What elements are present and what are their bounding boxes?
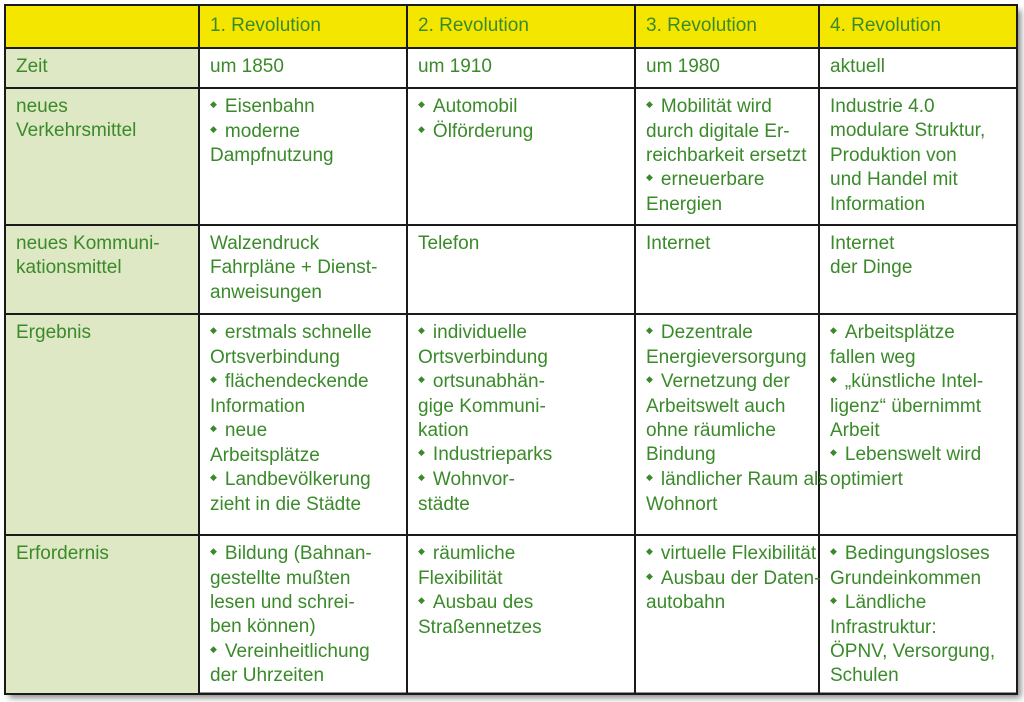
cell-revolution-2 xyxy=(407,314,635,535)
revolution-comparison-table xyxy=(4,4,1018,695)
cell-text-line: optimiert xyxy=(830,469,903,491)
bullet-item: ◆ Landbevölkerung xyxy=(210,468,398,493)
cell-text-line: Straßennetzes xyxy=(418,616,542,638)
cell-revolution-1 xyxy=(199,88,407,225)
cell-text-line: Information xyxy=(830,193,926,215)
cell-text-line: Energieversorgung xyxy=(646,346,807,368)
cell-text-line: Ortsverbindung xyxy=(210,346,340,368)
cell-text-line: Arbeitswelt auch xyxy=(646,395,786,417)
cell-revolution-4 xyxy=(819,48,1017,88)
cell-revolution-3 xyxy=(635,535,819,694)
cell-text-line: aktuell xyxy=(830,56,885,77)
bullet-item: ◆ erneuerbare xyxy=(646,168,810,193)
cell-text-line: Fahrpläne + Dienst- xyxy=(210,257,378,279)
row-ergebnis xyxy=(5,314,1017,535)
cell-text-line: der Uhrzeiten xyxy=(210,665,325,687)
row-label-text: neues xyxy=(16,96,68,117)
cell-text-line: ben können) xyxy=(210,616,316,638)
cell-revolution-3 xyxy=(635,88,819,225)
cell-text-line: Bindung xyxy=(646,444,716,466)
bullet-item: ◆ flächendeckende xyxy=(210,370,398,395)
cell-text-line: Internet xyxy=(646,233,711,254)
row-label-text: neues Kommuni- xyxy=(16,233,160,254)
cell-revolution-2 xyxy=(407,225,635,314)
bullet-item: ◆ virtuelle Flexibilität xyxy=(646,542,810,567)
bullet-item: ◆ Ausbau des xyxy=(418,591,626,616)
cell-text-line: Flexibilität xyxy=(418,567,503,589)
cell-revolution-2 xyxy=(407,88,635,225)
cell-text-line: Wohnort xyxy=(646,493,718,515)
bullet-item: ◆ Mobilität wird xyxy=(646,95,810,120)
cell-text-line: zieht in die Städte xyxy=(210,493,362,515)
cell-revolution-3 xyxy=(635,314,828,535)
header-corner-cell xyxy=(5,5,199,48)
cell-text-line: lesen und schrei- xyxy=(210,592,355,614)
row-label-cell xyxy=(5,88,199,225)
bullet-item: ◆ Vernetzung der xyxy=(646,370,810,395)
bullet-item: ◆ Bedingungsloses xyxy=(830,542,1008,567)
revolution-table-frame xyxy=(4,4,1016,692)
bullet-item: ◆ „künstliche Intel- xyxy=(830,370,1008,395)
header-revolution-2: 2. Revolution xyxy=(407,5,635,48)
cell-text-line: reichbarkeit ersetzt xyxy=(646,145,807,167)
row-kommunikationsmittel xyxy=(5,225,1017,314)
cell-revolution-1 xyxy=(199,314,407,535)
cell-text-line: Schulen xyxy=(830,665,899,687)
row-label-text: Erfordernis xyxy=(16,543,109,564)
cell-text-line: Industrie 4.0 xyxy=(830,96,935,117)
cell-text-line: durch digitale Er- xyxy=(646,120,790,142)
cell-revolution-3 xyxy=(635,48,819,88)
cell-text-line: Walzendruck xyxy=(210,233,320,254)
cell-revolution-1 xyxy=(199,225,407,314)
cell-text-line: Infrastruktur: xyxy=(830,616,937,638)
cell-text-line: ÖPNV, Versorgung, xyxy=(830,641,996,663)
cell-text-line: Internet xyxy=(830,233,895,254)
header-revolution-3: 3. Revolution xyxy=(635,5,819,48)
cell-text-line: Arbeit xyxy=(830,420,880,442)
header-row xyxy=(5,5,1017,48)
cell-text-line: und Handel mit xyxy=(830,169,958,191)
row-label-cell xyxy=(5,225,199,314)
bullet-item: ◆ Bildung (Bahnan- xyxy=(210,542,398,567)
cell-text-line: Grundeinkommen xyxy=(830,567,982,589)
cell-text-line: der Dinge xyxy=(830,257,913,279)
cell-text-line: gige Kommuni- xyxy=(418,395,546,417)
row-label-cell xyxy=(5,48,199,88)
bullet-item: ◆ individuelle xyxy=(418,321,626,346)
cell-text-line: fallen weg xyxy=(830,346,916,368)
cell-revolution-2 xyxy=(407,48,635,88)
bullet-item: ◆ Arbeitsplätze xyxy=(830,321,1008,346)
bullet-item: ◆ Wohnvor- xyxy=(418,468,626,493)
bullet-item: ◆ neue xyxy=(210,419,398,444)
header-revolution-1: 1. Revolution xyxy=(199,5,407,48)
row-label-cell xyxy=(5,314,199,535)
row-label-text: kationsmittel xyxy=(16,257,122,279)
cell-text-line: gestellte mußten xyxy=(210,567,351,589)
cell-revolution-4 xyxy=(819,314,1017,535)
cell-text-line: Arbeitsplätze xyxy=(210,444,320,466)
cell-text-line: um 1850 xyxy=(210,56,284,77)
cell-text-line: autobahn xyxy=(646,592,726,614)
cell-text-line: anweisungen xyxy=(210,281,322,303)
cell-revolution-2 xyxy=(407,535,635,694)
row-label-text: Verkehrsmittel xyxy=(16,120,137,142)
row-erfordernis xyxy=(5,535,1017,694)
cell-text-line: kation xyxy=(418,420,469,442)
bullet-item: ◆ ortsunabhän- xyxy=(418,370,626,395)
cell-revolution-1 xyxy=(199,535,407,694)
cell-text-line: Information xyxy=(210,395,306,417)
bullet-item: ◆ Dezentrale xyxy=(646,321,810,346)
row-zeit xyxy=(5,48,1017,88)
bullet-item: ◆ moderne xyxy=(210,120,398,145)
bullet-item: ◆ Vereinheitlichung xyxy=(210,640,398,665)
cell-text-line: um 1910 xyxy=(418,56,492,77)
cell-text-line: Produktion von xyxy=(830,144,957,166)
cell-text-line: Telefon xyxy=(418,233,480,254)
header-revolution-4: 4. Revolution xyxy=(819,5,1017,48)
cell-revolution-4 xyxy=(819,535,1017,694)
bullet-item: ◆ Industrieparks xyxy=(418,443,626,468)
row-label-text: Zeit xyxy=(16,56,48,77)
cell-text-line: modulare Struktur, xyxy=(830,120,986,142)
bullet-item: ◆ Ländliche xyxy=(830,591,1008,616)
cell-text-line: um 1980 xyxy=(646,56,720,77)
bullet-item: ◆ Ausbau der Daten- xyxy=(646,567,810,592)
row-label-text: Ergebnis xyxy=(16,322,91,343)
row-label-cell xyxy=(5,535,199,694)
cell-text-line: ohne räumliche xyxy=(646,420,776,442)
bullet-item: ◆ Eisenbahn xyxy=(210,95,398,120)
cell-text-line: ligenz“ übernimmt xyxy=(830,395,981,417)
cell-text-line: Dampfnutzung xyxy=(210,145,334,167)
row-verkehrsmittel xyxy=(5,88,1017,225)
bullet-item: ◆ räumliche xyxy=(418,542,626,567)
cell-revolution-4 xyxy=(819,88,1017,225)
bullet-item: ◆ Ölförderung xyxy=(418,120,626,145)
cell-text-line: städte xyxy=(418,493,470,515)
cell-revolution-1 xyxy=(199,48,407,88)
cell-text-line: Ortsverbindung xyxy=(418,346,548,368)
cell-revolution-4 xyxy=(819,225,1017,314)
cell-text-line: Energien xyxy=(646,194,723,216)
bullet-item: ◆ ländlicher Raum als xyxy=(646,468,810,493)
bullet-item: ◆ Lebenswelt wird xyxy=(830,443,1008,468)
cell-revolution-3 xyxy=(635,225,819,314)
bullet-item: ◆ erstmals schnelle xyxy=(210,321,398,346)
bullet-item: ◆ Automobil xyxy=(418,95,626,120)
